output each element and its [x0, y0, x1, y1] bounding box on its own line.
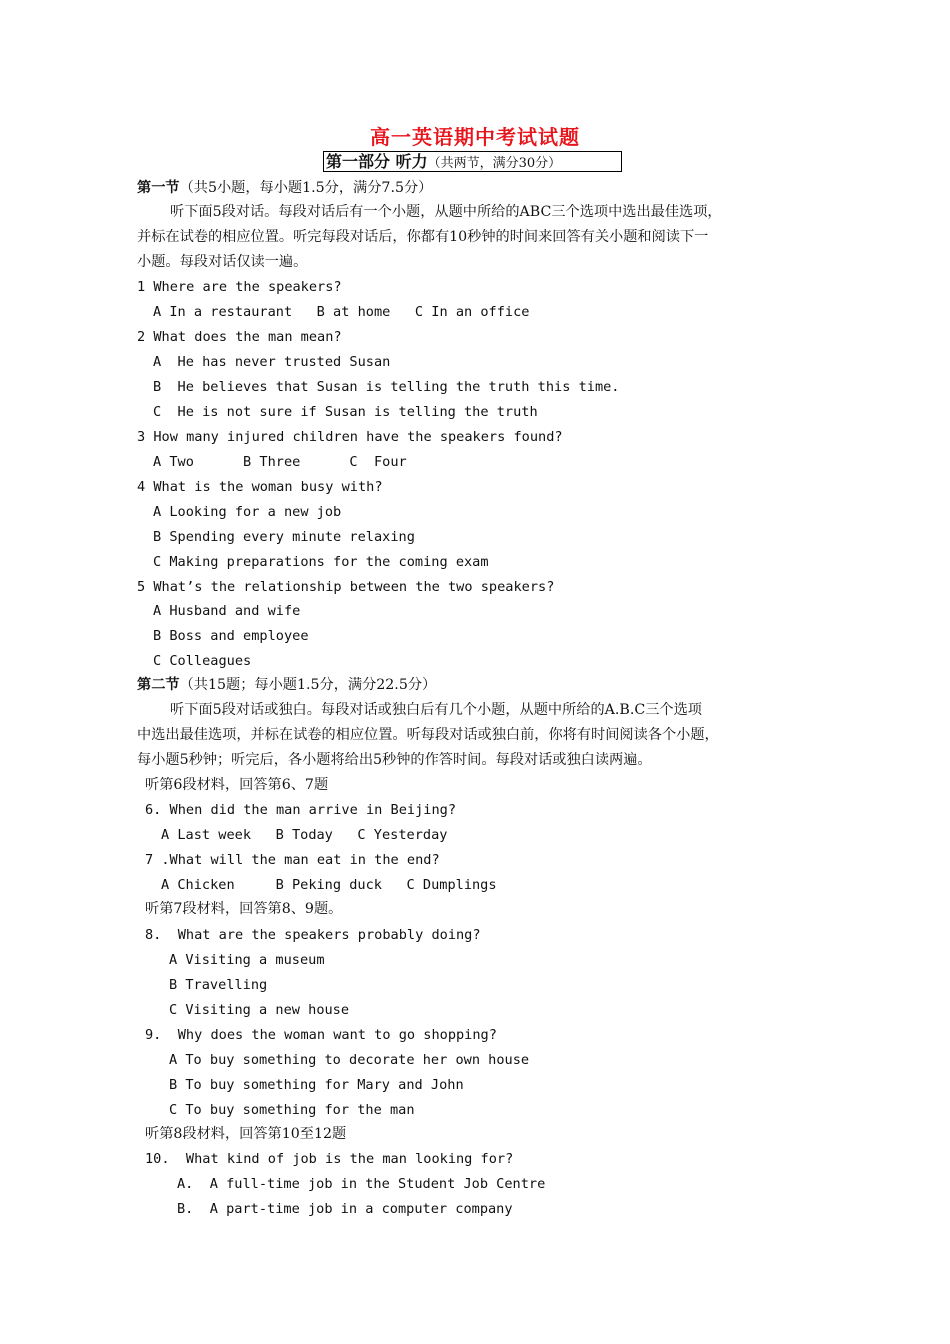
question-1-options: A In a restaurant B at home C In an office [153, 304, 530, 320]
question-5-option-a: A Husband and wife [153, 603, 301, 619]
question-7-options: A Chicken B Peking duck C Dumplings [161, 877, 497, 893]
material-7-note: 听第7段材料，回答第8、9题。 [145, 901, 343, 917]
question-4-option-c: C Making preparations for the coming exam [153, 554, 489, 570]
section-one-instruction-line: 并标在试卷的相应位置。听完每段对话后，你都有10秒钟的时间来回答有关小题和阅读下一 [137, 229, 709, 245]
question-10: 10. What kind of job is the man looking for? [145, 1151, 514, 1167]
question-7: 7 .What will the man eat in the end? [145, 852, 440, 868]
section-two-instruction-line: 听下面5段对话或独白。每段对话或独白后有几个小题，从题中所给的A.B.C三个选项 [170, 702, 702, 718]
section-one-label: 第一节 [137, 180, 180, 196]
question-3: 3 How many injured children have the speakers found? [137, 429, 563, 445]
material-6-note: 听第6段材料，回答第6、7题 [145, 777, 329, 793]
question-5-option-c: C Colleagues [153, 653, 252, 669]
question-4: 4 What is the woman busy with? [137, 479, 383, 495]
question-8: 8. What are the speakers probably doing? [145, 927, 481, 943]
exam-title: 高一英语期中考试试题 [370, 125, 580, 149]
question-2-option-a: A He has never trusted Susan [153, 354, 391, 370]
section-one-note: （共5小题，每小题1.5分，满分7.5分） [179, 180, 433, 196]
section-two-instruction-line: 中选出最佳选项，并标在试卷的相应位置。听每段对话或独白前，你将有时间阅读各个小题， [137, 727, 719, 743]
question-6: 6. When did the man arrive in Beijing? [145, 802, 456, 818]
question-9-option-b: B To buy something for Mary and John [169, 1077, 464, 1093]
question-3-options: A Two B Three C Four [153, 454, 407, 470]
question-10-option-b: B. A part-time job in a computer company [177, 1201, 513, 1217]
question-1: 1 Where are the speakers? [137, 279, 342, 295]
part-one-note: （共两节，满分30分） [427, 156, 562, 171]
question-2-option-c: C He is not sure if Susan is telling the truth [153, 404, 538, 420]
section-two-label: 第二节 [137, 677, 180, 693]
question-6-options: A Last week B Today C Yesterday [161, 827, 448, 843]
question-4-option-b: B Spending every minute relaxing [153, 529, 415, 545]
section-two-note: （共15题；每小题1.5分，满分22.5分） [179, 677, 437, 693]
question-4-option-a: A Looking for a new job [153, 504, 342, 520]
question-8-option-a: A Visiting a museum [169, 952, 325, 968]
part-one-heading-box [323, 151, 622, 172]
material-8-note: 听第8段材料，回答第10至12题 [145, 1126, 347, 1142]
part-one-label: 第一部分 听力 [326, 152, 428, 171]
section-two-instruction-line: 每小题5秒钟；听完后，各小题将给出5秒钟的作答时间。每段对话或独白读两遍。 [137, 752, 652, 768]
section-one-instruction-line: 听下面5段对话。每段对话后有一个小题，从题中所给的ABC三个选项中选出最佳选项， [170, 204, 722, 220]
section-one-heading [137, 178, 432, 198]
question-9-option-a: A To buy something to decorate her own house [169, 1052, 530, 1068]
question-2-option-b: B He believes that Susan is telling the truth this time. [153, 379, 620, 395]
question-2: 2 What does the man mean? [137, 329, 342, 345]
question-9: 9. Why does the woman want to go shopping? [145, 1027, 497, 1043]
question-10-option-a: A. A full-time job in the Student Job Centre [177, 1176, 546, 1192]
section-two-heading [137, 675, 436, 695]
question-5: 5 What’s the relationship between the two speakers? [137, 579, 555, 595]
question-9-option-c: C To buy something for the man [169, 1102, 415, 1118]
question-5-option-b: B Boss and employee [153, 628, 309, 644]
section-one-instruction-line: 小题。每段对话仅读一遍。 [137, 254, 308, 270]
question-8-option-c: C Visiting a new house [169, 1002, 350, 1018]
question-8-option-b: B Travelling [169, 977, 268, 993]
